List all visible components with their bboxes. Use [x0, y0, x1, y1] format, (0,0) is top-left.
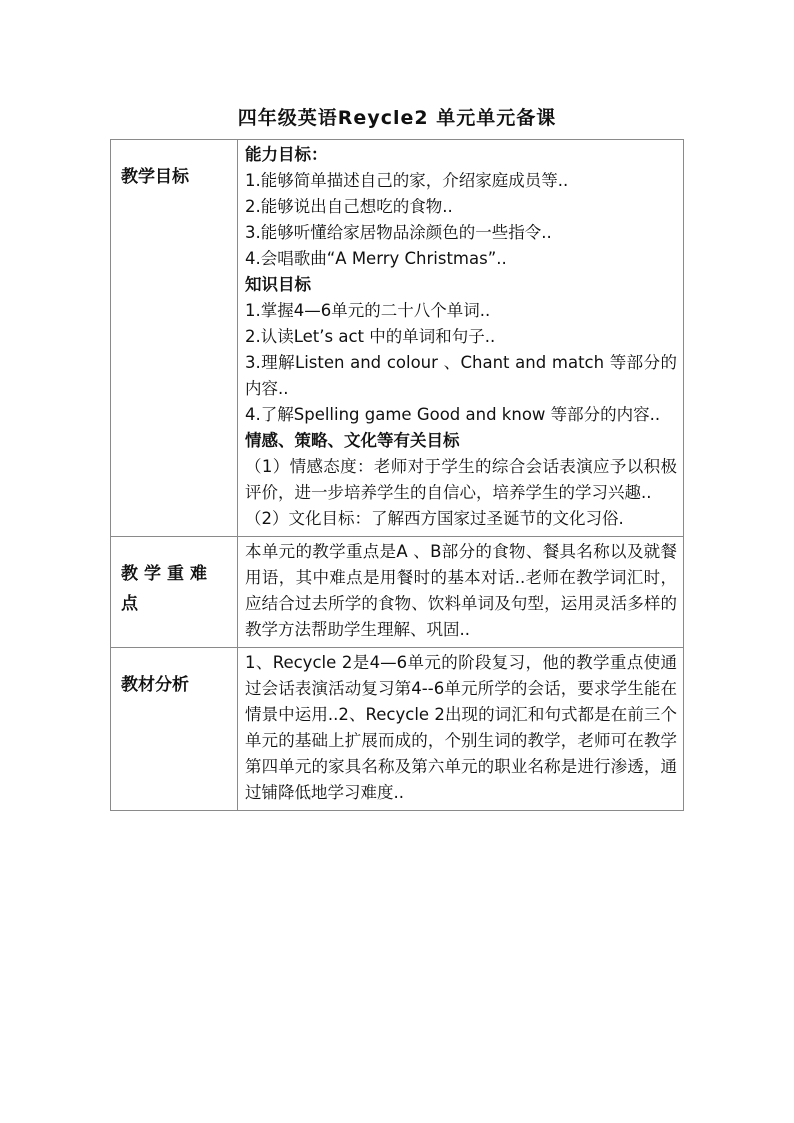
key-points-content — [238, 537, 684, 648]
table-row-key-points — [111, 537, 684, 648]
emotion-goal: （1）情感态度：老师对于学生的综合会话表演应予以积极评价，进一步培养学生的自信心，培养学生的学习兴趣.. — [245, 457, 677, 502]
row-label-teaching-goals: 教学目标 — [111, 140, 238, 537]
material-analysis-text: 1、Recycle 2是4—6单元的阶段复习，他的教学重点使通过会话表演活动复习第4--6单元所学的会话，要求学生能在情景中运用..2、Recycle 2出现的词汇和句式都是在前三个单元的基础上扩展而成的，个别生词的教学，老师可在教学第四单元的家具名称及第六单元的职业名称是进行渗透，通过铺降低地学习难度.. — [245, 653, 677, 802]
table-row-material-analysis — [111, 648, 684, 811]
material-analysis-content — [238, 648, 684, 811]
page-title: 四年级英语Reycle2 单元单元备课 — [237, 107, 557, 129]
row-label-key-points: 教学重难点 — [111, 537, 238, 648]
knowledge-goal-2: 2.认读Let’s act 中的单词和句子.. — [245, 327, 496, 346]
ability-goal-2: 2.能够说出自己想吃的食物.. — [245, 197, 453, 216]
section-heading-knowledge: 知识目标 — [245, 275, 311, 294]
ability-goal-1: 1.能够简单描述自己的家，介绍家庭成员等.. — [245, 171, 569, 190]
ability-goal-3: 3.能够听懂给家居物品涂颜色的一些指令.. — [245, 223, 552, 242]
teaching-goals-content — [238, 140, 684, 537]
culture-goal: （2）文化目标：了解西方国家过圣诞节的文化习俗. — [245, 509, 624, 528]
key-points-text: 本单元的教学重点是A 、B部分的食物、餐具名称以及就餐用语，其中难点是用餐时的基本对话..老师在教学词汇时，应结合过去所学的食物、饮料单词及句型，运用灵活多样的教学方法帮助学生理解、巩固.. — [245, 542, 677, 639]
row-label-material-analysis: 教材分析 — [111, 648, 238, 811]
knowledge-goal-1: 1.掌握4—6单元的二十八个单词.. — [245, 301, 491, 320]
table-row-teaching-goals — [111, 140, 684, 537]
lesson-plan-table — [110, 139, 684, 811]
section-heading-emotion: 情感、策略、文化等有关目标 — [245, 431, 460, 450]
ability-goal-4: 4.会唱歌曲“A Merry Christmas”.. — [245, 249, 507, 268]
knowledge-goal-3: 3.理解Listen and colour 、Chant and match 等部分的内容.. — [245, 353, 677, 398]
section-heading-ability: 能力目标： — [245, 145, 328, 164]
knowledge-goal-4: 4.了解Spelling game Good and know 等部分的内容.. — [245, 405, 661, 424]
